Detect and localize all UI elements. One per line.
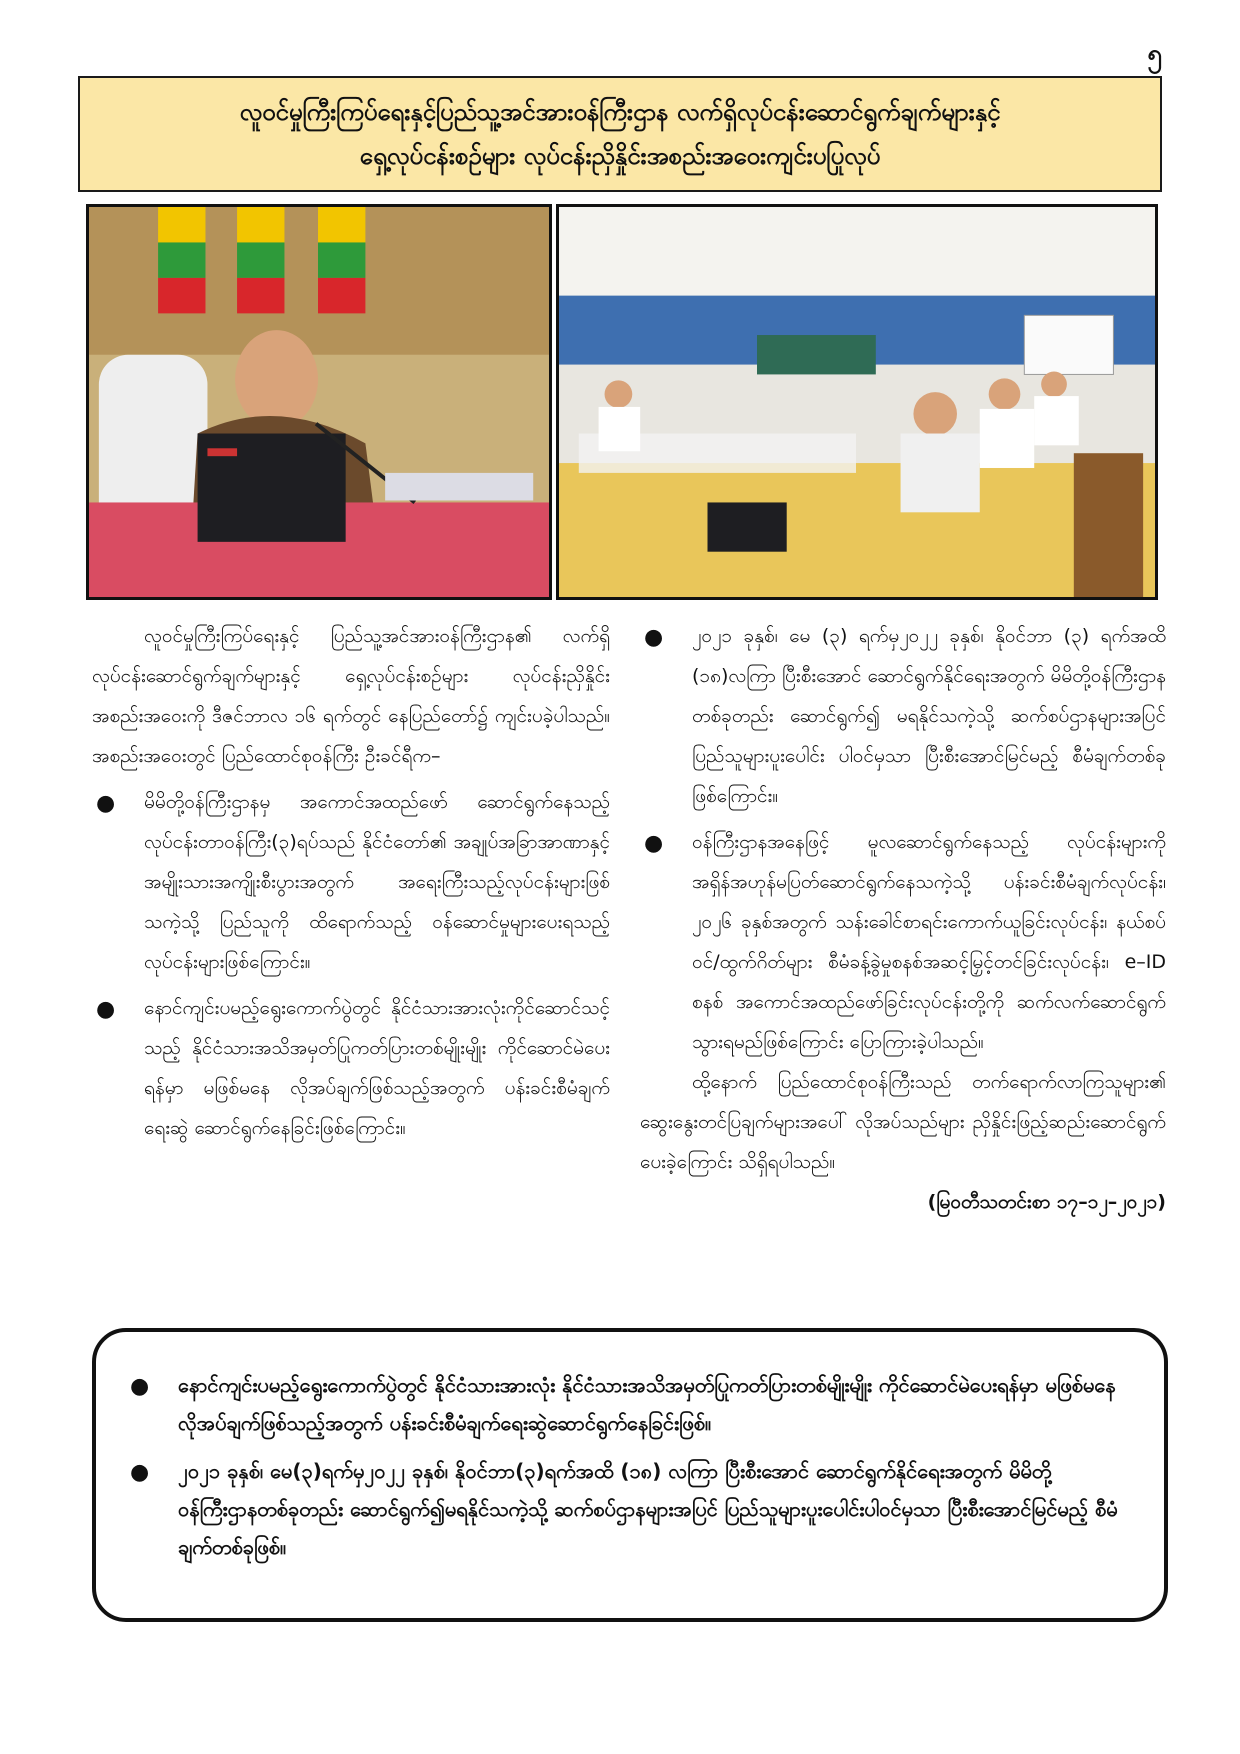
photo-meeting-room — [556, 204, 1158, 600]
photo-minister-speaking — [86, 204, 552, 600]
bullet-dot: ● — [644, 831, 664, 856]
summary-bullet-2-text: ၂၀၂၁ ခုနှစ်၊ မေ(၃)ရက်မှ၂၀၂၂ ခုနှစ်၊ နိုဝင်ဘာ(၃)ရက်အထိ (၁၈) လကြာ ပြီးစီးအောင် ဆောင်ရွက်နိုင်ရေးအတွက် မိမိတို့ဝန်ကြီးဌာနတစ်ခုတည်း ဆောင်ရွက်၍မရနိုင်သကဲ့သို့ ဆက်စပ်ဌာနများအပြင် ပြည်သူများပူးပေါင်းပါဝင်မှသာ ပြီးစီးအောင်မြင်မည့် စီမံချက်တစ်ခုဖြစ်။ — [178, 1459, 1118, 1559]
green-panel — [757, 335, 876, 374]
title-line-2: ရှေ့လုပ်ငန်းစဉ်များ လုပ်ငန်းညှိနှိုင်းအစည်းအဝေးကျင်းပပြုလုပ် — [359, 142, 881, 170]
papers — [385, 473, 533, 501]
summary-box — [92, 1328, 1168, 1622]
title-line-1: လူဝင်မှုကြီးကြပ်ရေးနှင့်ပြည်သူ့အင်အားဝန်ကြီးဌာန လက်ရှိလုပ်ငန်းဆောင်ရွက်ချက်များနှင့် — [239, 98, 1001, 126]
article-bullet-3 — [640, 616, 1166, 816]
summary-bullet-1-text: နောင်ကျင်းပမည့်ရွေးကောက်ပွဲတွင် နိုင်ငံသားအားလုံး နိုင်ငံသားအသိအမှတ်ပြုကတ်ပြားတစ်မျိုးမျိုး ကိုင်ဆောင်မဲပေးရန်မှာ မဖြစ်မနေ လိုအပ်ချက်ဖြစ်သည့်အတွက် ပန်းခင်းစီမံချက်ရေးဆွဲဆောင်ရွက်နေခြင်းဖြစ်။ — [178, 1373, 1116, 1435]
article-bullet-3-text: ၂၀၂၁ ခုနှစ်၊ မေ (၃) ရက်မှ၂၀၂၂ ခုနှစ်၊ နိုဝင်ဘာ (၃) ရက်အထိ (၁၈)လကြာ ပြီးစီးအောင် ဆောင်ရွက်နိုင်ရေးအတွက် မိမိတို့ဝန်ကြီးဌာနတစ်ခုတည်း ဆောင်ရွက်၍ မရနိုင်သကဲ့သို့ ဆက်စပ်ဌာနများအပြင် ပြည်သူများပူးပေါင်း ပါဝင်မှသာ ပြီးစီးအောင်မြင်မည့် စီမံချက်တစ်ခုဖြစ်ကြောင်း။ — [692, 625, 1166, 807]
summary-bullet-1 — [126, 1366, 1130, 1442]
meeting-tables — [559, 463, 1155, 597]
projector-screen — [1024, 315, 1113, 374]
article-title-box — [78, 76, 1162, 192]
article-bullet-2-text: နောင်ကျင်းပမည့်ရွေးကောက်ပွဲတွင် နိုင်ငံသားအားလုံးကိုင်ဆောင်သင့်သည့် နိုင်ငံသားအသိအမှတ်ပြုကတ်ပြားတစ်မျိုးမျိုး ကိုင်ဆောင်မဲပေးရန်မှာ မဖြစ်မနေ လိုအပ်ချက်ဖြစ်သည့်အတွက် ပန်းခင်းစီမံချက်ရေးဆွဲ ဆောင်ရွက်နေခြင်းဖြစ်ကြောင်း။ — [144, 997, 610, 1139]
article-bullet-4 — [640, 822, 1166, 1062]
bullet-dot: ● — [96, 997, 116, 1022]
wooden-chairs — [1074, 453, 1143, 597]
article-bullet-2 — [92, 988, 610, 1148]
article-bullet-4-text: ဝန်ကြီးဌာနအနေဖြင့် မူလဆောင်ရွက်နေသည့် လုပ်ငန်းများကို အရှိန်အဟုန်မပြတ်ဆောင်ရွက်နေသကဲ့သို့ ပန်းခင်းစီမံချက်လုပ်ငန်း၊ ၂၀၂၆ ခုနှစ်အတွက် သန်းခေါင်စာရင်းကောက်ယူခြင်းလုပ်ငန်း၊ နယ်စပ်ဝင်/ထွက်ဂိတ်များ စီမံခန့်ခွဲမှုစနစ်အဆင့်မြှင့်တင်ခြင်းလုပ်ငန်း၊ e–ID စနစ် အကောင်အထည်ဖော်ခြင်းလုပ်ငန်းတို့ကို ဆက်လက်ဆောင်ရွက်သွားရမည်ဖြစ်ကြောင်း ပြောကြားခဲ့ပါသည်။ — [692, 831, 1166, 1053]
bullet-dot: ● — [644, 625, 664, 650]
page-number: ၅ — [1147, 39, 1162, 69]
flags — [158, 207, 365, 313]
photo-meeting-illustration — [559, 207, 1155, 597]
laptop-label — [207, 448, 237, 456]
bullet-dot: ● — [130, 1460, 150, 1485]
article-left-column — [92, 616, 610, 1148]
person-head — [235, 330, 318, 428]
article-bullet-1 — [92, 782, 610, 982]
article-closing: ထို့နောက် ပြည်ထောင်စုဝန်ကြီးသည် တက်ရောက်လာကြသူများ၏ ဆွေးနွေးတင်ပြချက်များအပေါ် လိုအပ်သည်များ ညှိနှိုင်းဖြည့်ဆည်းဆောင်ရွက်ပေးခဲ့ကြောင်း သိရှိရပါသည်။ — [640, 1071, 1166, 1173]
laptop-on-table — [708, 502, 787, 551]
article-source: (မြဝတီသတင်းစာ ၁၇–၁၂–၂၀၂၁) — [927, 1191, 1166, 1213]
article-right-column — [640, 616, 1166, 1222]
article-bullet-1-text: မိမိတို့ဝန်ကြီးဌာနမှ အကောင်အထည်ဖော် ဆောင်ရွက်နေသည့် လုပ်ငန်းတာဝန်ကြီး(၃)ရပ်သည် နိုင်ငံတော်၏ အချုပ်အခြာအာဏာနှင့် အမျိုးသားအကျိုးစီးပွားအတွက် အရေးကြီးသည့်လုပ်ငန်းများဖြစ်သကဲ့သို့ ပြည်သူကို ထိရောက်သည့် ဝန်ဆောင်မှုများပေးရသည့် လုပ်ငန်းများဖြစ်ကြောင်း။ — [144, 791, 610, 973]
bullet-dot: ● — [130, 1374, 150, 1399]
summary-bullet-2 — [126, 1452, 1130, 1566]
photo-minister-illustration — [89, 207, 549, 597]
bullet-dot: ● — [96, 791, 116, 816]
ceiling — [559, 207, 1155, 296]
article-intro: လူဝင်မှုကြီးကြပ်ရေးနှင့် ပြည်သူ့အင်အားဝန်ကြီးဌာန၏ လက်ရှိလုပ်ငန်းဆောင်ရွက်ချက်များနှင့် ရှေ့လုပ်ငန်းစဉ်များ လုပ်ငန်းညှိနှိုင်းအစည်းအဝေးကို ဒီဇင်ဘာလ ၁၆ ရက်တွင် နေပြည်တော်၌ ကျင်းပခဲ့ပါသည်။ အစည်းအဝေးတွင် ပြည်ထောင်စုဝန်ကြီး ဦးခင်ရီက– — [92, 625, 610, 767]
